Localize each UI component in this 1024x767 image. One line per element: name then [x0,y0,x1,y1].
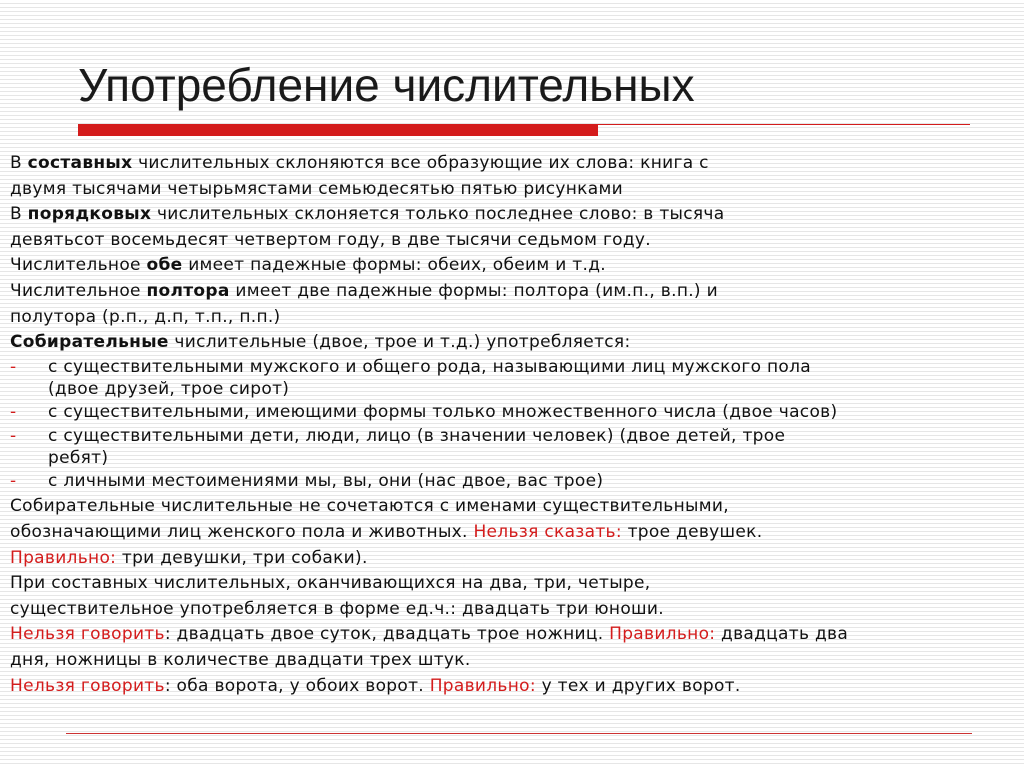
bullet-dash: - [10,470,17,491]
text-line: Собирательные числительные не сочетаются с именами существительными, [10,496,729,517]
text-line: При составных числительных, оканчивающихся на два, три, четыре, [10,573,651,594]
text-line: обозначающими лиц женского пола и животных. Нельзя сказать: трое девушек. [10,521,763,542]
bottom-divider [66,733,972,734]
bullet-item-continued: (двое друзей, трое сирот) [48,378,290,399]
correct-label: Правильно: [609,624,716,645]
correct-label: Правильно: [429,675,536,696]
text-line: Правильно: три девушки, три собаки). [10,547,368,568]
term-collective: Собирательные [10,332,169,353]
text-line: существительное употребляется в форме ед.ч.: двадцать три юноши. [10,598,664,619]
term-obe: обе [146,255,183,276]
text-line: Собирательные числительные (двое, трое и т.д.) употребляется: [10,332,631,353]
bullet-item-continued: ребят) [48,447,109,468]
correct-label: Правильно: [10,547,117,568]
text-line: девятьсот восемьдесят четвертом году, в две тысячи седьмом году. [10,229,651,250]
text-line: Нельзя говорить: двадцать двое суток, двадцать трое ножниц. Правильно: двадцать два [10,624,849,645]
text-line: полутора (р.п., д.п, т.п., п.п.) [10,306,281,327]
title-underline-rule [598,124,970,125]
wrong-label: Нельзя говорить [10,675,165,696]
wrong-label: Нельзя сказать: [473,521,622,542]
text-line: Числительное обе имеет падежные формы: обеих, обеим и т.д. [10,255,606,276]
bullet-item: - с личными местоимениями мы, вы, они (нас двое, вас трое) [10,469,1014,495]
text-line: В составных числительных склоняются все образующие их слова: книга с [10,153,709,173]
text-line: дня, ножницы в количестве двадцати трех штук. [10,649,471,670]
text-line: В порядковых числительных склоняется только последнее слово: в тысяча [10,204,725,225]
text-line: двумя тысячами четырьмястами семьюдесятью пятью рисунками [10,178,623,199]
bullet-dash: - [10,425,17,446]
bullet-item: - с существительными дети, люди, лицо (в значении человек) (двое детей, трое [10,425,786,446]
term-compound: составных [27,153,133,173]
bullet-item: - с существительными, имеющими формы только множественного числа (двое часов) [10,400,1014,425]
bullet-dash: - [10,401,17,422]
wrong-label: Нельзя говорить [10,624,165,645]
bullet-dash: - [10,356,17,377]
term-poltora: полтора [146,280,230,301]
term-ordinal: порядковых [27,204,152,225]
slide-body [10,151,1014,699]
bullet-item: - с существительными мужского и общего рода, называющими лиц мужского пола [10,356,811,377]
slide-title: Употребление числительных [78,59,695,111]
text-line: Числительное полтора имеет две падежные формы: полтора (им.п., в.п.) и [10,280,718,301]
text-line: Нельзя говорить: оба ворота, у обоих ворот. Правильно: у тех и других ворот. [10,675,741,696]
title-underline-bar [78,124,598,136]
